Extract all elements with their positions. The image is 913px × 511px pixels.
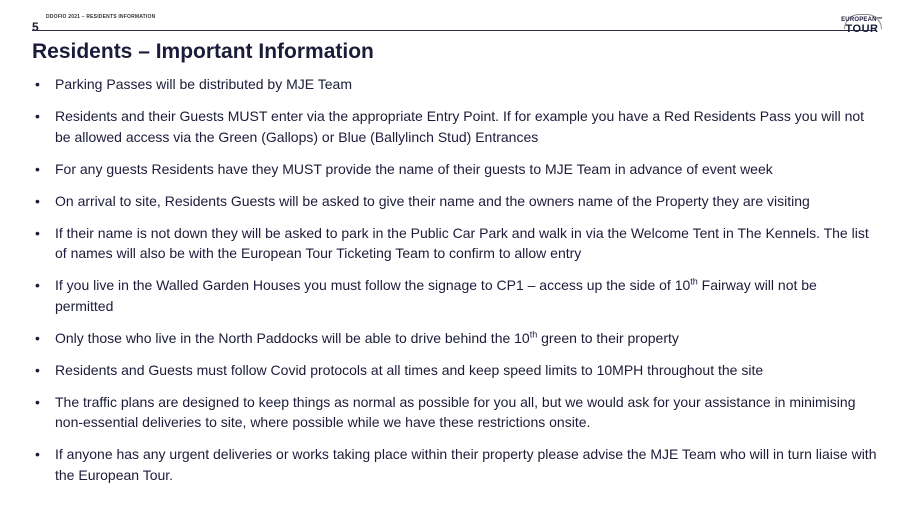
bullet-item — [32, 275, 877, 316]
bullet-item: • On arrival to site, Residents Guests will be asked to give their name and the owners name of the Property they are visiting — [32, 191, 877, 212]
logo-line-1: EUROPEAN™ — [841, 17, 883, 23]
bullet-item: • Parking Passes will be distributed by MJE Team — [32, 74, 877, 95]
bullet-item: • The traffic plans are designed to keep things as normal as possible for you all, but we would ask for your assistance in minimising non-essential deliveries to site, where possible while we have these restrictions onsite. — [32, 392, 877, 433]
page-number: 5 — [32, 20, 39, 34]
superscript: th — [690, 276, 698, 287]
logo-line-2: TOUR — [845, 23, 879, 35]
bullet-text: green to their property — [537, 329, 679, 346]
superscript: th — [529, 328, 538, 339]
bullet-text: If you live in the Walled Garden Houses you must follow the signage to CP1 – access up the side of 10 — [55, 277, 691, 293]
bullet-list — [32, 74, 877, 497]
bullet-item: • If their name is not down they will be asked to park in the Public Car Park and walk in via the Welcome Tent in The Kennels. The list of names will also be with the European Tour Ticketing Team to confirm to allow entry — [32, 223, 877, 264]
bullet-text: Fairway will not be permitted — [55, 277, 817, 314]
bullet-item: • Residents and their Guests MUST enter via the appropriate Entry Point. If for example you have a Red Residents Pass you will not be allowed access via the Green (Gallops) or Blue (Ballylinch Stud) Entrances — [32, 106, 877, 147]
european-tour-logo — [840, 12, 884, 34]
bullet-item: • Residents and Guests must follow Covid protocols at all times and keep speed limits to 10MPH throughout the site — [32, 360, 877, 381]
bullet-item: • For any guests Residents have they MUST provide the name of their guests to MJE Team in advance of event week — [32, 159, 877, 180]
bullet-item: • If anyone has any urgent deliveries or works taking place within their property please advise the MJE Team who will in turn liaise with the European Tour. — [32, 444, 877, 485]
document-header: DDOFIO 2021 – RESIDENTS INFORMATION — [46, 14, 156, 20]
bullet-text: Only those who live in the North Paddocks will be able to drive behind the 10 — [55, 329, 530, 346]
page-title: Residents – Important Information — [32, 40, 374, 63]
bullet-item — [32, 328, 877, 349]
header-rule — [32, 30, 876, 31]
